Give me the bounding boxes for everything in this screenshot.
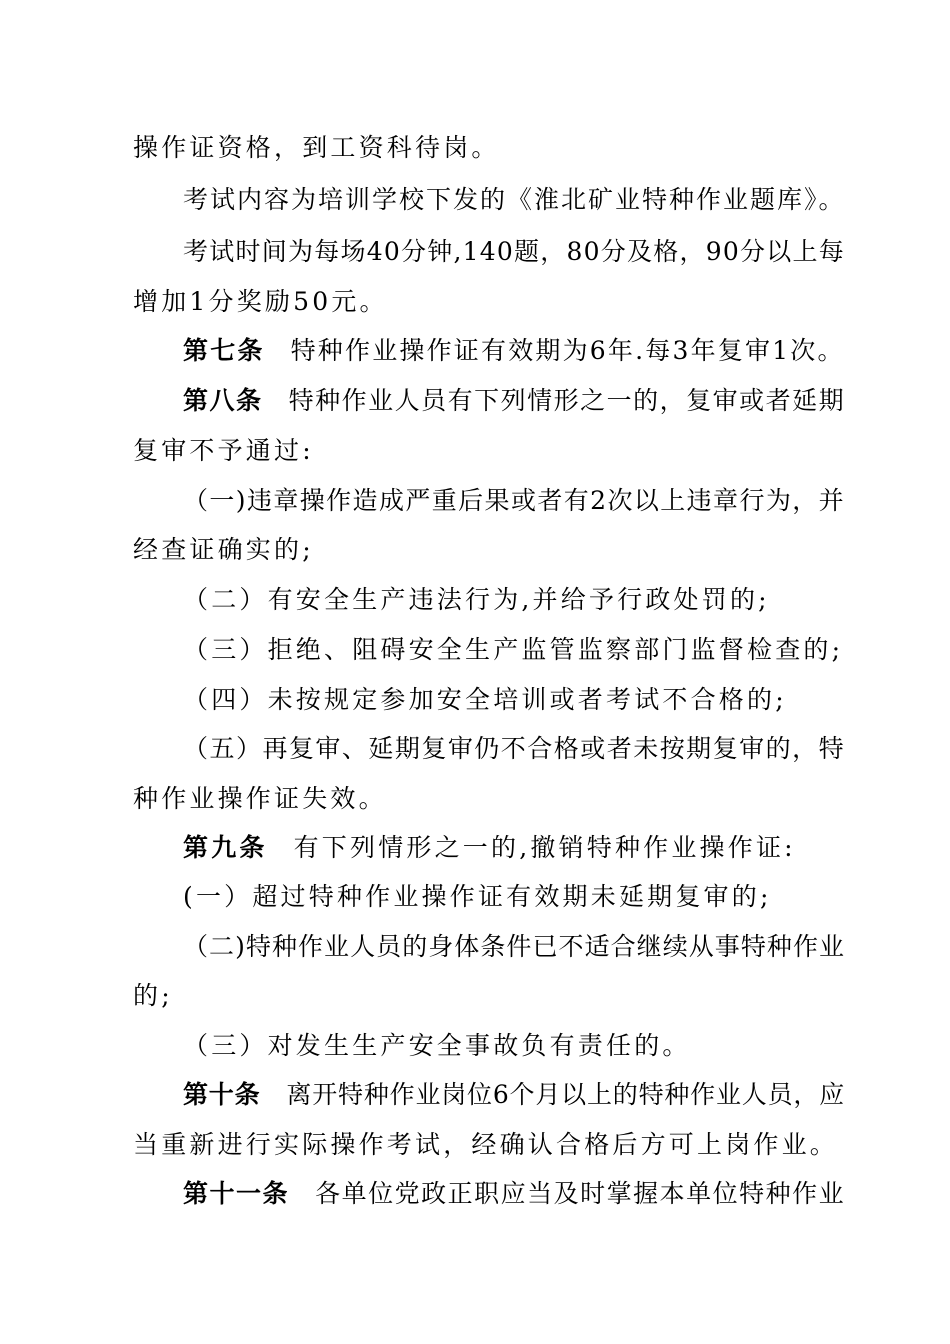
line-text: 当重新进行实际操作考试，经确认合格后方可上岗作业。 <box>133 1130 839 1159</box>
paragraph-line <box>183 232 845 272</box>
paragraph-line <box>183 630 845 670</box>
line-text: 特种作业操作证有效期为6年.每3年复审1次。 <box>290 336 845 365</box>
line-text: 操作证资格，到工资科待岗。 <box>133 133 500 162</box>
line-text: （三）拒绝、阻碍安全生产监管监察部门监督检查的; <box>183 635 844 664</box>
article-line <box>183 331 845 371</box>
paragraph-line <box>183 877 845 917</box>
article-label: 第九条 <box>183 833 268 862</box>
paragraph-line <box>183 180 845 220</box>
paragraph-line <box>133 530 845 570</box>
paragraph-line <box>183 580 845 620</box>
paragraph-line <box>133 1125 845 1165</box>
line-text: 复审不予通过: <box>133 436 314 465</box>
paragraph-line <box>183 927 845 967</box>
line-text: 有下列情形之一的,撤销特种作业操作证: <box>293 833 796 862</box>
line-text: （三）对发生生产安全事故负有责任的。 <box>183 1031 691 1060</box>
line-text: 各单位党政正职应当及时掌握本单位特种作业 <box>315 1179 845 1208</box>
line-text: 离开特种作业岗位6个月以上的特种作业人员，应 <box>286 1080 845 1109</box>
line-text: 种作业操作证失效。 <box>133 784 387 813</box>
article-line <box>183 1075 845 1115</box>
article-line <box>183 828 845 868</box>
line-text: 经查证确实的; <box>133 535 314 564</box>
line-text: （一)违章操作造成严重后果或者有2次以上违章行为，并 <box>183 486 846 515</box>
line-text: 的; <box>133 981 173 1010</box>
line-text: （五）再复审、延期复审仍不合格或者未按期复审的，特 <box>183 734 845 763</box>
line-text: （二)特种作业人员的身体条件已不适合继续从事特种作业 <box>183 932 845 961</box>
line-text: (一）超过特种作业操作证有效期未延期复审的; <box>183 882 772 911</box>
paragraph-line <box>133 431 845 471</box>
paragraph-line <box>183 481 845 521</box>
paragraph-line <box>133 128 845 168</box>
article-label: 第十条 <box>183 1080 261 1109</box>
line-text: 增加1分奖励50元。 <box>133 287 388 316</box>
paragraph-line <box>133 282 845 322</box>
article-label: 第十一条 <box>183 1179 289 1208</box>
paragraph-line <box>183 680 845 720</box>
line-text: 考试时间为每场40分钟,140题，80分及格，90分以上每 <box>183 237 845 266</box>
paragraph-line <box>133 976 845 1016</box>
article-line <box>183 381 845 421</box>
paragraph-line <box>133 779 845 819</box>
article-label: 第七条 <box>183 336 265 365</box>
line-text: 考试内容为培训学校下发的《淮北矿业特种作业题库》。 <box>183 185 846 214</box>
paragraph-line <box>183 1026 845 1066</box>
line-text: 特种作业人员有下列情形之一的，复审或者延期 <box>288 386 845 415</box>
line-text: （四）未按规定参加安全培训或者考试不合格的; <box>183 685 787 714</box>
paragraph-line <box>183 729 845 769</box>
line-text: （二）有安全生产违法行为,并给予行政处罚的; <box>183 585 770 614</box>
article-line <box>183 1174 845 1214</box>
article-label: 第八条 <box>183 386 263 415</box>
